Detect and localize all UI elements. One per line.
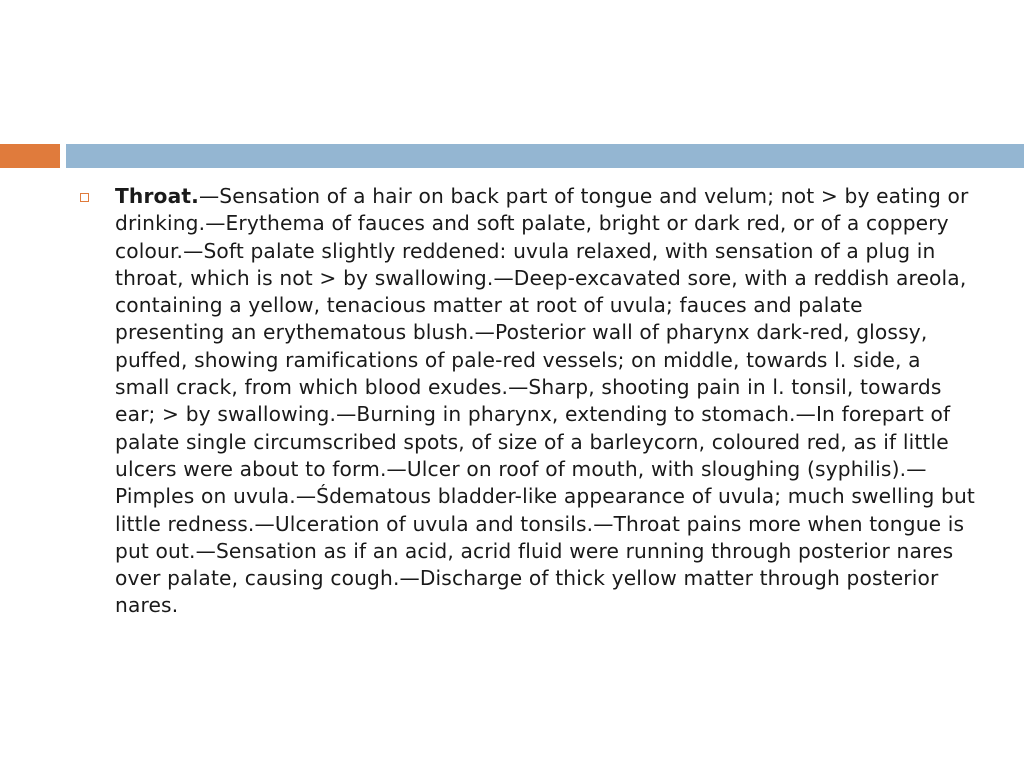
header-accent-orange	[0, 144, 60, 168]
section-heading: Throat.	[115, 184, 199, 208]
paragraph-body: —Sensation of a hair on back part of tongue and velum; not > by eating or drinking.—Erythema of fauces and soft palate, bright or dark red, or of a coppery colour.—Soft palate slightly reddened: uvula relaxed, with sensation of a plug in throat, which is not > by swallowing.—Deep-excavated sore, with a reddish areola, containing a yellow, tenacious matter at root of uvula; fauces and palate presenting an erythematous blush.—Posterior wall of pharynx dark-red, glossy, puffed, showing ramifications of pale-red vessels; on middle, towards l. side, a small crack, from which blood exudes.—Sharp, shooting pain in l. tonsil, towards ear; > by swallowing.—Burning in pharynx, extending to stomach.—In forepart of palate single circumscribed spots, of size of a barleycorn, coloured red, as if little ulcers were about to form.—Ulcer on roof of mouth, with sloughing (syphilis).—Pimples on uvula.—Śdematous bladder-like appearance of uvula; much swelling but little redness.—Ulceration of uvula and tonsils.—Throat pains more when tongue is put out.—Sensation as if an acid, acrid fluid were running through posterior nares over palate, causing cough.—Discharge of thick yellow matter through posterior nares.	[115, 184, 975, 618]
header-accent-blue	[66, 144, 1024, 168]
square-bullet-icon	[80, 193, 89, 202]
bullet-paragraph	[115, 183, 975, 620]
slide-content	[80, 183, 980, 620]
